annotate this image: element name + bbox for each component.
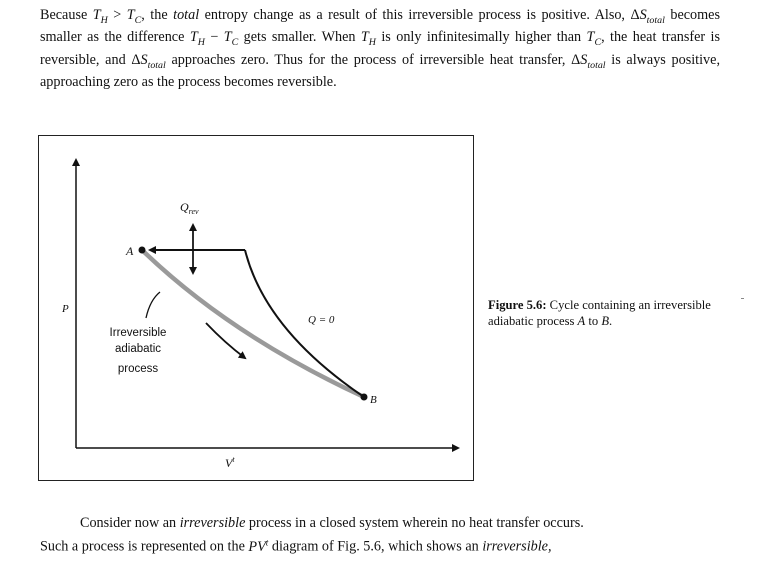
irreversible-label-line2: adiabatic [114, 343, 162, 355]
reversible-adiabatic-curve [245, 250, 364, 397]
paragraph-entropy-change: Because $T_H > T_C$, the total entropy change as a result of this irreversible process is positive. Also, $\Delta S_{total}$ becomes smaller as the difference $T_H - T_C$ gets smaller. When $T_H$ is only infinitesimally higher than $T_C$, the heat transfer is reversible, and $\Delta S_{total}$ approaches zero. Thus for the process of irreversible heat transfer, $\Delta S_{total}$ is always positive, approaching zero as the process becomes reversible. [40, 7, 721, 91]
label-v: $V^t$ [225, 455, 235, 470]
irreversible-label-line3: process [117, 363, 159, 375]
label-q-zero: Q = 0 [308, 314, 335, 326]
label-b: B [370, 394, 377, 406]
label-pointer [146, 292, 160, 318]
q-rev-label: $Q_{rev}$ [180, 200, 199, 216]
figure-caption: Figure 5.6: Cycle containing an irreversible adiabatic process A to B. [488, 298, 711, 328]
irreversible-label-line1: Irreversible [109, 327, 167, 339]
point-a [139, 247, 146, 254]
margin-mark [741, 298, 744, 299]
paragraph-irreversible-process: Consider now an irreversible process in a closed system wherein no heat transfer occurs. Such a process is represented on the $PV^t$ diagram of Fig. 5.6, which shows an irreversible, [40, 515, 584, 555]
label-p: P [62, 303, 69, 315]
label-a: A [126, 244, 134, 258]
point-b [361, 394, 368, 401]
